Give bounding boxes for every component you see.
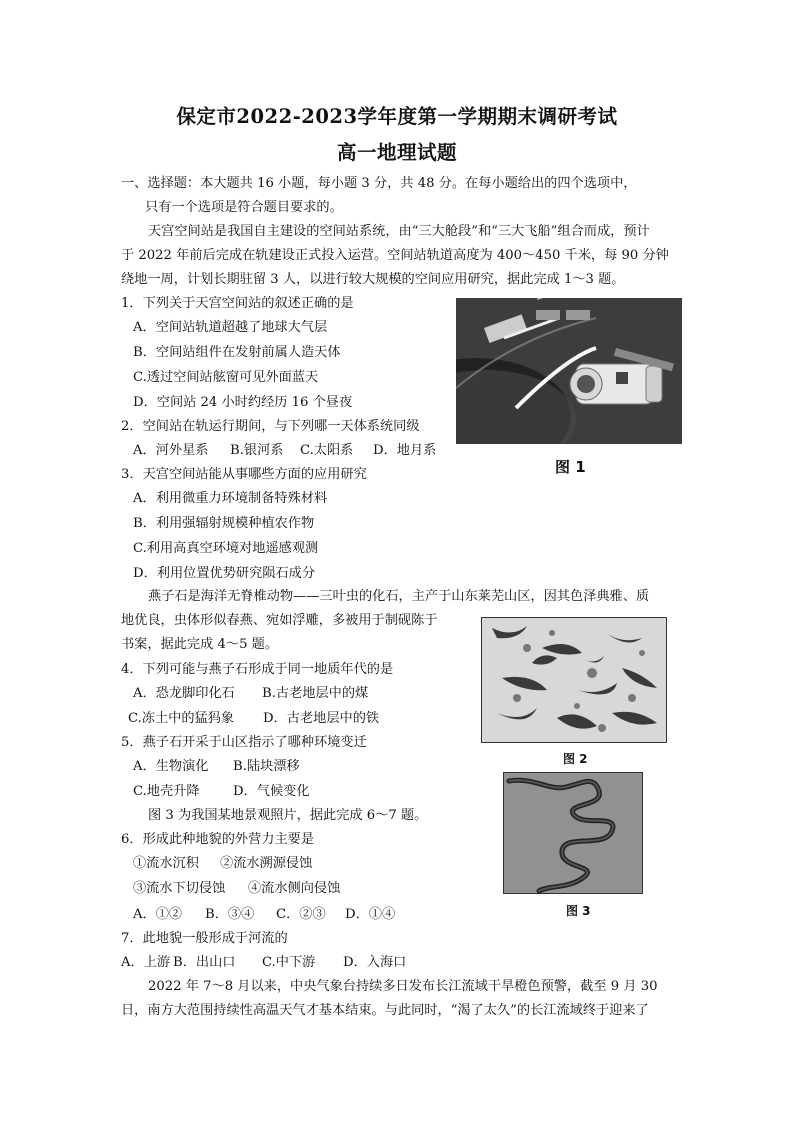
q4-option-b: B.古老地层中的煤 (262, 686, 369, 701)
q3-stem: 3．天宫空间站能从事哪些方面的应用研究 (121, 467, 367, 482)
q4-option-d: D．古老地层中的铁 (263, 711, 380, 726)
figure-3-meandering-river-photo (503, 772, 643, 894)
q7-option-b: B．出山口 (173, 955, 236, 970)
q6-item-1: ①流水沉积 (133, 856, 199, 871)
q5-option-c: C.地壳升降 (133, 784, 200, 799)
passage2-line2: 地优良，虫体形似春燕、宛如浮雕，多被用于制砚陈于 (121, 613, 438, 628)
section-heading-cont: 只有一个选项是符合题目要求的。 (145, 200, 343, 215)
q4-option-a: A．恐龙脚印化石 (133, 686, 235, 701)
q3-option-c: C.利用高真空环境对地遥感观测 (133, 541, 319, 556)
passage4-line2: 日，南方大范围持续性高温天气才基本结束。与此同时，“渴了太久”的长江流域终于迎来了 (121, 1003, 649, 1018)
q2-option-b: B.银河系 (230, 443, 284, 458)
figure-2-trilobite-fossil-photo (481, 617, 667, 743)
q1-option-b: B．空间站组件在发射前属人造天体 (133, 345, 341, 360)
q7-option-c: C.中下游 (262, 955, 316, 970)
q6-option-a: A．①② (133, 907, 183, 922)
q6-option-d: D．①④ (345, 907, 396, 922)
q6-stem: 6．形成此种地貌的外营力主要是 (121, 832, 315, 847)
q6-option-c: C．②③ (276, 907, 326, 922)
q5-option-a: A．生物演化 (133, 759, 209, 774)
q3-option-b: B．利用强辐射规模种植农作物 (133, 516, 315, 531)
q2-option-c: C.太阳系 (300, 443, 354, 458)
q5-option-b: B.陆块漂移 (233, 759, 300, 774)
q4-option-c: C.冻土中的猛犸象 (128, 711, 235, 726)
section-heading: 一、选择题：本大题共 16 小题，每小题 3 分，共 48 分。在每小题给出的四个选项中， (121, 176, 637, 191)
figure-2-caption: 图 2 (563, 752, 588, 766)
q3-option-d: D．利用位置优势研究陨石成分 (133, 566, 316, 581)
passage2-line1: 燕子石是海洋无脊椎动物——三叶虫的化石，主产于山东莱芜山区，因其色泽典雅、质 (148, 589, 650, 604)
q6-item-4: ④流水侧向侵蚀 (248, 881, 341, 896)
exam-subtitle: 高一地理试题 (336, 141, 457, 164)
q1-option-c: C.透过空间站舷窗可见外面蓝天 (133, 370, 319, 385)
q6-item-2: ②流水溯源侵蚀 (220, 856, 313, 871)
q4-stem: 4．下列可能与燕子石形成于同一地质年代的是 (121, 662, 394, 677)
passage1-line2: 于 2022 年前后完成在轨建设正式投入运营。空间站轨道高度为 400～450 千米，每 90 分钟 (121, 248, 669, 263)
q2-option-d: D．地月系 (373, 443, 437, 458)
passage2-line3: 书案，据此完成 4～5 题。 (121, 637, 279, 652)
q1-stem: 1．下列关于天宫空间站的叙述正确的是 (121, 296, 354, 311)
figure-1-space-station-photo (456, 298, 682, 444)
q2-stem: 2．空间站在轨运行期间，与下列哪一天体系统同级 (121, 419, 420, 434)
q1-option-d: D．空间站 24 小时约经历 16 个昼夜 (133, 395, 353, 410)
exam-title: 保定市2022-2023学年度第一学期期末调研考试 (176, 105, 618, 128)
passage1-line3: 绕地一周，计划长期驻留 3 人，以进行较大规模的空间应用研究，据此完成 1～3 题。 (121, 272, 625, 287)
q3-option-a: A．利用微重力环境制备特殊材料 (133, 491, 328, 506)
q6-item-3: ③流水下切侵蚀 (133, 881, 226, 896)
passage1-line1: 天宫空间站是我国自主建设的空间站系统，由“三大舱段”和“三大飞船”组合而成，预计 (148, 224, 650, 239)
q2-option-a: A．河外星系 (133, 443, 209, 458)
q5-option-d: D．气候变化 (233, 784, 310, 799)
passage3: 图 3 为我国某地景观照片，据此完成 6～7 题。 (148, 808, 428, 823)
figure-3-caption: 图 3 (566, 904, 591, 918)
q1-option-a: A．空间站轨道超越了地球大气层 (133, 320, 328, 335)
q5-stem: 5．燕子石开采于山区指示了哪种环境变迁 (121, 735, 367, 750)
q6-option-b: B．③④ (205, 907, 255, 922)
q7-stem: 7．此地貌一般形成于河流的 (121, 931, 288, 946)
q7-option-a: A．上游 (121, 955, 171, 970)
figure-1-caption: 图 1 (555, 458, 586, 476)
q7-option-d: D．入海口 (343, 955, 407, 970)
passage4-line1: 2022 年 7～8 月以来，中央气象台持续多日发布长江流域干旱橙色预警，截至 9 月 30 (148, 979, 658, 994)
